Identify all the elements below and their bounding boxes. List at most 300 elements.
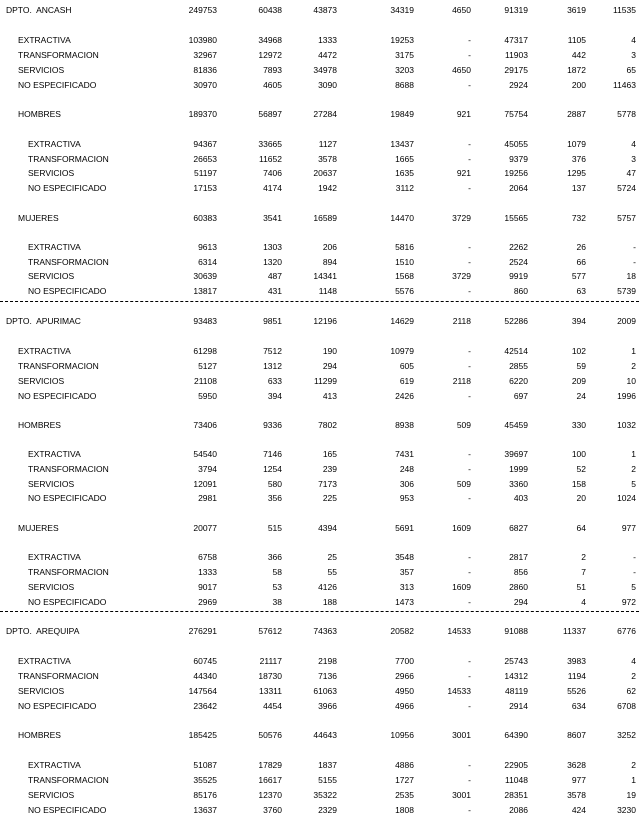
value-cell: 8688	[395, 80, 414, 90]
table-row	[0, 49, 639, 61]
value-cell: 26653	[193, 154, 217, 164]
value-cell: 74363	[313, 626, 337, 636]
value-cell: 11299	[313, 376, 337, 386]
table-row	[0, 492, 639, 504]
value-cell: -	[633, 552, 636, 562]
value-cell: -	[633, 242, 636, 252]
value-cell: 7802	[318, 420, 337, 430]
value-cell: 209	[571, 376, 586, 386]
value-cell: -	[468, 449, 471, 459]
value-cell: 1473	[395, 597, 414, 607]
value-cell: 50576	[258, 730, 282, 740]
row-label: EXTRACTIVA	[28, 242, 81, 252]
row-label: SERVICIOS	[28, 271, 75, 281]
value-cell: 11903	[504, 50, 528, 60]
row-label: TRANSFORMACION	[28, 257, 109, 267]
row-label: NO ESPECIFICADO	[28, 805, 107, 815]
row-label: DPTO. AREQUIPA	[6, 626, 80, 636]
sex-subtotal-row	[0, 729, 639, 741]
value-cell: 5155	[318, 775, 337, 785]
value-cell: 1333	[198, 567, 217, 577]
sex-subtotal-row	[0, 108, 639, 120]
value-cell: 5757	[617, 213, 636, 223]
value-cell: 15565	[504, 213, 528, 223]
sex-subtotal-row	[0, 212, 639, 224]
value-cell: -	[468, 805, 471, 815]
value-cell: -	[468, 154, 471, 164]
row-label: HOMBRES	[18, 730, 61, 740]
value-cell: 10979	[390, 346, 414, 356]
value-cell: 605	[399, 361, 414, 371]
table-row	[0, 167, 639, 179]
value-cell: 35525	[193, 775, 217, 785]
value-cell: 1320	[263, 257, 282, 267]
value-cell: 330	[571, 420, 586, 430]
value-cell: 1	[631, 775, 636, 785]
value-cell: 51087	[193, 760, 217, 770]
table-row	[0, 153, 639, 165]
value-cell: 3175	[395, 50, 414, 60]
row-label: SERVICIOS	[28, 479, 75, 489]
value-cell: 23642	[193, 701, 217, 711]
value-cell: 3	[631, 50, 636, 60]
value-cell: 65	[626, 65, 636, 75]
value-cell: 2009	[617, 316, 636, 326]
value-cell: 33665	[258, 139, 282, 149]
value-cell: 2887	[567, 109, 586, 119]
row-label: HOMBRES	[18, 420, 61, 430]
value-cell: 2524	[509, 257, 528, 267]
value-cell: 3	[631, 154, 636, 164]
value-cell: 7173	[318, 479, 337, 489]
value-cell: 48119	[504, 686, 528, 696]
value-cell: -	[468, 183, 471, 193]
value-cell: 5526	[567, 686, 586, 696]
value-cell: 413	[322, 391, 337, 401]
row-label: DPTO. APURIMAC	[6, 316, 81, 326]
row-label: HOMBRES	[18, 109, 61, 119]
value-cell: -	[468, 775, 471, 785]
value-cell: 1837	[318, 760, 337, 770]
value-cell: 4950	[395, 686, 414, 696]
value-cell: 26	[576, 242, 586, 252]
value-cell: 21117	[259, 656, 282, 666]
sex-subtotal-row	[0, 419, 639, 431]
value-cell: 10	[626, 376, 636, 386]
table-row	[0, 759, 639, 771]
value-cell: 53	[272, 582, 282, 592]
value-cell: 1194	[567, 671, 586, 681]
value-cell: 189370	[188, 109, 217, 119]
value-cell: 19	[626, 790, 636, 800]
value-cell: 3983	[567, 656, 586, 666]
value-cell: 1635	[395, 168, 414, 178]
value-cell: 7893	[263, 65, 282, 75]
table-row	[0, 581, 639, 593]
value-cell: 9017	[198, 582, 217, 592]
value-cell: 2855	[509, 361, 528, 371]
value-cell: 14629	[390, 316, 414, 326]
value-cell: 2	[631, 361, 636, 371]
value-cell: 30970	[193, 80, 217, 90]
value-cell: 356	[267, 493, 282, 503]
value-cell: 634	[571, 701, 586, 711]
value-cell: 4394	[318, 523, 337, 533]
value-cell: 4650	[452, 5, 471, 15]
value-cell: 2969	[198, 597, 217, 607]
value-cell: 1	[631, 449, 636, 459]
value-cell: 2	[581, 552, 586, 562]
value-cell: 3001	[452, 790, 471, 800]
value-cell: -	[633, 257, 636, 267]
table-row	[0, 34, 639, 46]
value-cell: 75754	[504, 109, 528, 119]
value-cell: 2924	[509, 80, 528, 90]
value-cell: -	[468, 346, 471, 356]
value-cell: 47317	[504, 35, 528, 45]
value-cell: 19253	[390, 35, 414, 45]
value-cell: 1254	[263, 464, 282, 474]
value-cell: 64390	[504, 730, 528, 740]
value-cell: 4	[631, 656, 636, 666]
value-cell: 3729	[452, 213, 471, 223]
value-cell: 30639	[193, 271, 217, 281]
value-cell: 5127	[198, 361, 217, 371]
value-cell: 102	[571, 346, 586, 356]
section-divider	[0, 301, 639, 302]
row-label: TRANSFORMACION	[18, 361, 99, 371]
value-cell: -	[633, 567, 636, 577]
table-row	[0, 138, 639, 150]
value-cell: 103980	[188, 35, 217, 45]
value-cell: 3578	[567, 790, 586, 800]
value-cell: -	[468, 701, 471, 711]
value-cell: 85176	[193, 790, 217, 800]
value-cell: 18730	[258, 671, 282, 681]
value-cell: 5691	[395, 523, 414, 533]
value-cell: 8607	[567, 730, 586, 740]
value-cell: 11048	[504, 775, 528, 785]
value-cell: 2198	[318, 656, 337, 666]
value-cell: 11337	[562, 626, 586, 636]
value-cell: 43873	[313, 5, 337, 15]
value-cell: 977	[571, 775, 586, 785]
value-cell: 14470	[390, 213, 414, 223]
value-cell: 3619	[567, 5, 586, 15]
value-cell: 394	[571, 316, 586, 326]
value-cell: 225	[322, 493, 337, 503]
value-cell: 3090	[318, 80, 337, 90]
value-cell: 294	[513, 597, 528, 607]
table-row	[0, 241, 639, 253]
value-cell: 580	[267, 479, 282, 489]
value-cell: 1510	[395, 257, 414, 267]
value-cell: -	[468, 552, 471, 562]
table-row	[0, 566, 639, 578]
value-cell: 4472	[318, 50, 337, 60]
value-cell: 54540	[193, 449, 217, 459]
value-cell: 25743	[504, 656, 528, 666]
value-cell: 45459	[504, 420, 528, 430]
value-cell: 4886	[395, 760, 414, 770]
value-cell: 63	[576, 286, 586, 296]
value-cell: -	[468, 493, 471, 503]
value-cell: 91088	[504, 626, 528, 636]
value-cell: 42514	[504, 346, 528, 356]
value-cell: 2535	[395, 790, 414, 800]
value-cell: 17829	[258, 760, 282, 770]
value-cell: 4126	[318, 582, 337, 592]
value-cell: 6708	[617, 701, 636, 711]
value-cell: 18	[626, 271, 636, 281]
value-cell: 7700	[395, 656, 414, 666]
table-row	[0, 345, 639, 357]
value-cell: 56897	[258, 109, 282, 119]
value-cell: 13637	[193, 805, 217, 815]
department-row	[0, 4, 639, 16]
row-label: EXTRACTIVA	[28, 552, 81, 562]
value-cell: -	[468, 760, 471, 770]
row-label: TRANSFORMACION	[18, 50, 99, 60]
table-row	[0, 789, 639, 801]
value-cell: 190	[322, 346, 337, 356]
row-label: SERVICIOS	[28, 790, 75, 800]
value-cell: 394	[267, 391, 282, 401]
value-cell: 1127	[318, 139, 337, 149]
row-label: DPTO. ANCASH	[6, 5, 72, 15]
row-label: EXTRACTIVA	[18, 656, 71, 666]
value-cell: 60745	[193, 656, 217, 666]
value-cell: 3548	[395, 552, 414, 562]
value-cell: 403	[513, 493, 528, 503]
row-label: MUJERES	[18, 213, 59, 223]
table-row	[0, 182, 639, 194]
row-label: NO ESPECIFICADO	[18, 701, 97, 711]
value-cell: 12196	[313, 316, 337, 326]
value-cell: 57612	[258, 626, 282, 636]
value-cell: 12091	[193, 479, 217, 489]
value-cell: 20637	[313, 168, 337, 178]
value-cell: 6758	[198, 552, 217, 562]
value-cell: 1872	[567, 65, 586, 75]
value-cell: 732	[571, 213, 586, 223]
value-cell: 44643	[313, 730, 337, 740]
value-cell: 91319	[504, 5, 528, 15]
value-cell: 306	[399, 479, 414, 489]
row-label: NO ESPECIFICADO	[18, 80, 97, 90]
value-cell: 2329	[318, 805, 337, 815]
value-cell: 44340	[193, 671, 217, 681]
value-cell: 431	[267, 286, 282, 296]
value-cell: 25	[327, 552, 337, 562]
value-cell: 2817	[509, 552, 528, 562]
value-cell: 51197	[193, 168, 217, 178]
value-cell: 2860	[509, 582, 528, 592]
value-cell: -	[468, 257, 471, 267]
value-cell: 158	[571, 479, 586, 489]
value-cell: -	[468, 80, 471, 90]
value-cell: 34319	[390, 5, 414, 15]
value-cell: 4966	[395, 701, 414, 711]
value-cell: 619	[399, 376, 414, 386]
value-cell: 52286	[504, 316, 528, 326]
value-cell: 7146	[263, 449, 282, 459]
value-cell: 61063	[313, 686, 337, 696]
row-label: TRANSFORMACION	[28, 775, 109, 785]
value-cell: 6220	[509, 376, 528, 386]
value-cell: -	[468, 242, 471, 252]
value-cell: 860	[513, 286, 528, 296]
row-label: SERVICIOS	[28, 168, 75, 178]
table-row	[0, 804, 639, 816]
table-row	[0, 390, 639, 402]
value-cell: 856	[513, 567, 528, 577]
value-cell: 366	[267, 552, 282, 562]
value-cell: 5724	[617, 183, 636, 193]
value-cell: 9613	[198, 242, 217, 252]
row-label: NO ESPECIFICADO	[28, 183, 107, 193]
value-cell: 3729	[452, 271, 471, 281]
value-cell: 17153	[193, 183, 217, 193]
value-cell: 1942	[318, 183, 337, 193]
row-label: SERVICIOS	[28, 582, 75, 592]
value-cell: 6827	[509, 523, 528, 533]
value-cell: 60438	[258, 5, 282, 15]
value-cell: 3252	[617, 730, 636, 740]
value-cell: 34978	[313, 65, 337, 75]
value-cell: 10956	[390, 730, 414, 740]
value-cell: 9336	[263, 420, 282, 430]
value-cell: 7431	[395, 449, 414, 459]
value-cell: 29175	[504, 65, 528, 75]
table-row	[0, 285, 639, 297]
row-label: MUJERES	[18, 523, 59, 533]
row-label: TRANSFORMACION	[18, 671, 99, 681]
value-cell: 21108	[193, 376, 217, 386]
value-cell: 2118	[452, 316, 471, 326]
value-cell: 1609	[452, 582, 471, 592]
value-cell: 3628	[567, 760, 586, 770]
value-cell: 1568	[395, 271, 414, 281]
table-row	[0, 270, 639, 282]
value-cell: 147564	[188, 686, 217, 696]
value-cell: 73406	[193, 420, 217, 430]
value-cell: 487	[267, 271, 282, 281]
value-cell: 3541	[263, 213, 282, 223]
value-cell: 2981	[198, 493, 217, 503]
value-cell: -	[468, 597, 471, 607]
value-cell: 61298	[193, 346, 217, 356]
value-cell: 14312	[504, 671, 528, 681]
value-cell: 11535	[612, 5, 636, 15]
value-cell: 442	[571, 50, 586, 60]
value-cell: 19849	[390, 109, 414, 119]
value-cell: 2	[631, 760, 636, 770]
value-cell: 515	[267, 523, 282, 533]
value-cell: 2118	[452, 376, 471, 386]
value-cell: 1148	[318, 286, 337, 296]
value-cell: 13817	[193, 286, 217, 296]
value-cell: 6314	[198, 257, 217, 267]
value-cell: 28351	[504, 790, 528, 800]
row-label: NO ESPECIFICADO	[28, 286, 107, 296]
value-cell: 100	[571, 449, 586, 459]
value-cell: 972	[621, 597, 636, 607]
table-row	[0, 551, 639, 563]
value-cell: 13311	[258, 686, 282, 696]
value-cell: 2262	[509, 242, 528, 252]
value-cell: 13437	[390, 139, 414, 149]
value-cell: 32967	[193, 50, 217, 60]
value-cell: 1024	[617, 493, 636, 503]
value-cell: 294	[322, 361, 337, 371]
value-cell: 47	[626, 168, 636, 178]
value-cell: -	[468, 50, 471, 60]
value-cell: 34968	[258, 35, 282, 45]
table-row	[0, 774, 639, 786]
table-row	[0, 478, 639, 490]
table-row	[0, 685, 639, 697]
value-cell: -	[468, 35, 471, 45]
value-cell: 2	[631, 671, 636, 681]
value-cell: 4454	[263, 701, 282, 711]
row-label: EXTRACTIVA	[18, 35, 71, 45]
value-cell: 4650	[452, 65, 471, 75]
value-cell: 376	[571, 154, 586, 164]
value-cell: 313	[399, 582, 414, 592]
value-cell: 2914	[509, 701, 528, 711]
row-label: SERVICIOS	[18, 376, 65, 386]
value-cell: 3578	[318, 154, 337, 164]
value-cell: 58	[272, 567, 282, 577]
value-cell: 6776	[617, 626, 636, 636]
value-cell: 2426	[395, 391, 414, 401]
value-cell: 1999	[509, 464, 528, 474]
value-cell: 137	[571, 183, 586, 193]
value-cell: 5	[631, 582, 636, 592]
table-row	[0, 670, 639, 682]
value-cell: 39697	[504, 449, 528, 459]
value-cell: 22905	[504, 760, 528, 770]
value-cell: 5	[631, 479, 636, 489]
value-cell: 9379	[509, 154, 528, 164]
value-cell: 3203	[395, 65, 414, 75]
value-cell: 81836	[193, 65, 217, 75]
value-cell: 51	[576, 582, 586, 592]
table-row	[0, 360, 639, 372]
value-cell: 5739	[617, 286, 636, 296]
value-cell: 3230	[617, 805, 636, 815]
value-cell: 8938	[395, 420, 414, 430]
row-label: NO ESPECIFICADO	[28, 493, 107, 503]
row-label: EXTRACTIVA	[28, 760, 81, 770]
value-cell: 19256	[504, 168, 528, 178]
value-cell: -	[468, 671, 471, 681]
value-cell: 1312	[263, 361, 282, 371]
department-row	[0, 315, 639, 327]
value-cell: 3360	[509, 479, 528, 489]
value-cell: 239	[322, 464, 337, 474]
value-cell: 509	[456, 479, 471, 489]
value-cell: 66	[576, 257, 586, 267]
value-cell: -	[468, 361, 471, 371]
value-cell: 248	[399, 464, 414, 474]
value-cell: 4	[581, 597, 586, 607]
value-cell: 5778	[617, 109, 636, 119]
value-cell: 894	[322, 257, 337, 267]
table-row	[0, 655, 639, 667]
section-divider	[0, 611, 639, 612]
